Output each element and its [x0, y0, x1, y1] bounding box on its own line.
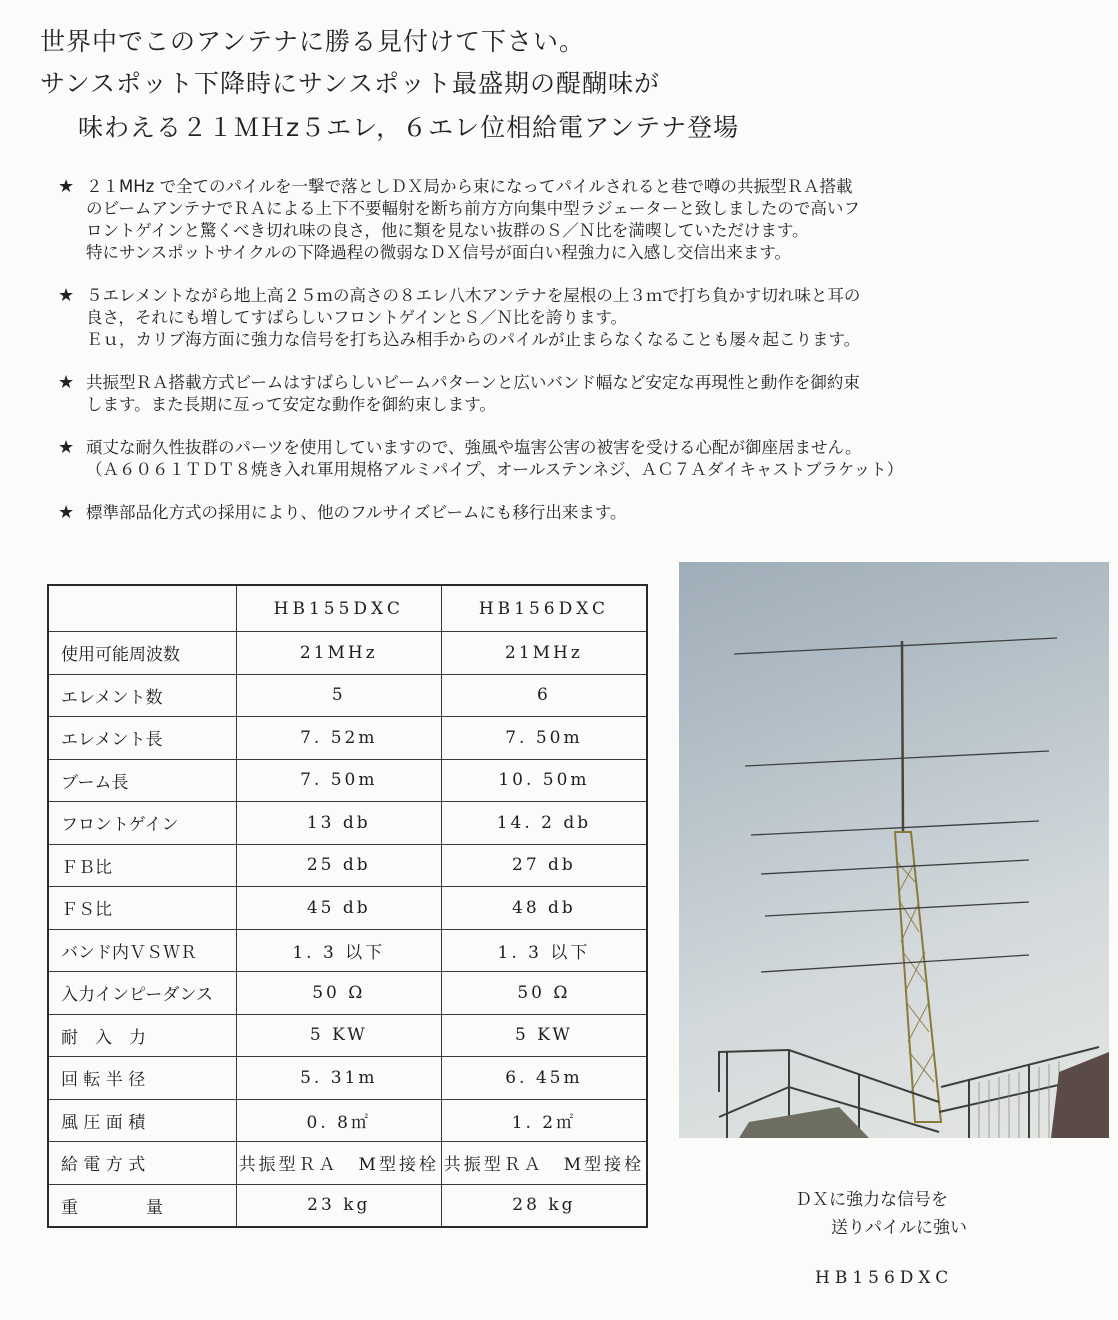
- spec-label: 給 電 方 式: [48, 1142, 236, 1185]
- star-icon: ★: [58, 372, 75, 393]
- spec-value-a: 7. 52m: [236, 717, 441, 760]
- spec-value-a: 13 db: [236, 802, 441, 845]
- feature-item: [58, 372, 1108, 416]
- spec-label: フロントゲイン: [48, 802, 236, 845]
- spec-value-b: 27 db: [441, 844, 647, 887]
- spec-value-a: 23 kg: [236, 1184, 441, 1227]
- spec-value-b: 1. 2㎡: [441, 1099, 647, 1142]
- antenna-illustration: [679, 562, 1109, 1138]
- feature-line: 特にサンスポットサイクルの下降過程の微弱なＤＸ信号が面白い程強力に入感し交信出来ます。: [86, 243, 791, 262]
- feature-item: [58, 502, 1108, 524]
- spec-row: [48, 1184, 647, 1227]
- feature-line: 良さ，それにも増してすばらしいフロントゲインとＳ／Ｎ比を誇ります。: [86, 308, 628, 327]
- spec-label: ＦＳ比: [48, 887, 236, 930]
- headline-3: 味わえる２１ＭＨz５エレ，６エレ位相給電アンテナ登場: [78, 113, 740, 142]
- spec-value-a: 7. 50m: [236, 759, 441, 802]
- spec-value-a: 5. 31m: [236, 1057, 441, 1100]
- caption-line-1: ＤＸに強力な信号を: [795, 1190, 948, 1210]
- spec-row: [48, 1057, 647, 1100]
- feature-line: ２１MHz で全てのパイルを一撃で落としＤＸ局から束になってパイルされると巷で噂の共振型ＲＡ搭載: [86, 177, 853, 196]
- feature-line: 頑丈な耐久性抜群のパーツを使用していますので、強風や塩害公害の被害を受ける心配が御座居ません。: [86, 438, 862, 457]
- star-icon: ★: [58, 176, 75, 197]
- spec-label: エレメント長: [48, 717, 236, 760]
- feature-line: のビームアンテナでＲＡによる上下不要輻射を断ち前方方向集中型ラジェーターと致しましたので高いフ: [86, 199, 860, 218]
- star-icon: ★: [58, 437, 75, 458]
- spec-value-a: 45 db: [236, 887, 441, 930]
- spec-value-b: 5 KW: [441, 1014, 647, 1057]
- spec-value-a: 1. 3 以下: [236, 929, 441, 972]
- star-icon: ★: [58, 285, 75, 306]
- spec-row: [48, 759, 647, 802]
- spec-table-header: [48, 585, 647, 632]
- spec-label: エレメント数: [48, 674, 236, 717]
- photo-caption: [795, 1186, 967, 1242]
- spec-row: [48, 717, 647, 760]
- spec-label: 重 量: [48, 1184, 236, 1227]
- feature-line: Ｅｕ，カリブ海方面に強力な信号を打ち込み相手からのパイルが止まらなくなることも屡々起こります。: [86, 330, 861, 349]
- feature-line: 標準部品化方式の採用により、他のフルサイズビームにも移行出来ます。: [86, 503, 627, 522]
- feature-item: [58, 437, 1108, 481]
- spec-value-b: 48 db: [441, 887, 647, 930]
- spec-table: [47, 584, 648, 1228]
- spec-value-b: 28 kg: [441, 1184, 647, 1227]
- spec-label: ブーム長: [48, 759, 236, 802]
- spec-value-b: 6. 45m: [441, 1057, 647, 1100]
- spec-value-b: 共振型ＲＡ M型接栓: [441, 1142, 647, 1185]
- spec-value-b: 50 Ω: [441, 972, 647, 1015]
- spec-value-a: 共振型ＲＡ M型接栓: [236, 1142, 441, 1185]
- antenna-photo: [679, 562, 1109, 1138]
- spec-row: [48, 802, 647, 845]
- spec-label: 入力インピーダンス: [48, 972, 236, 1015]
- spec-value-a: 25 db: [236, 844, 441, 887]
- spec-value-a: 5 KW: [236, 1014, 441, 1057]
- headline-2: サンスポット下降時にサンスポット最盛期の醍醐味が: [40, 69, 661, 98]
- header-blank: [48, 585, 236, 632]
- feature-line: ５エレメントながら地上高２５ｍの高さの８エレ八木アンテナを屋根の上３ｍで打ち負かす切れ味と耳の: [86, 286, 861, 305]
- spec-value-a: 0. 8㎡: [236, 1099, 441, 1142]
- spec-value-a: 5: [236, 674, 441, 717]
- spec-row: [48, 972, 647, 1015]
- spec-label: 風 圧 面 積: [48, 1099, 236, 1142]
- spec-value-b: 7. 50m: [441, 717, 647, 760]
- spec-row: [48, 1099, 647, 1142]
- spec-row: [48, 929, 647, 972]
- feature-item: [58, 285, 1108, 351]
- spec-label: ＦＢ比: [48, 844, 236, 887]
- spec-row: [48, 632, 647, 675]
- spec-row: [48, 844, 647, 887]
- spec-value-b: 10. 50m: [441, 759, 647, 802]
- caption-model: HB156DXC: [815, 1268, 954, 1288]
- star-icon: ★: [58, 502, 75, 523]
- spec-row: [48, 674, 647, 717]
- feature-line: します。また長期に亙って安定な動作を御約束します。: [86, 395, 496, 414]
- spec-row: [48, 1142, 647, 1185]
- spec-value-b: 21MHz: [441, 632, 647, 675]
- spec-label: 耐 入 力: [48, 1014, 236, 1057]
- spec-value-a: 50 Ω: [236, 972, 441, 1015]
- spec-value-b: 6: [441, 674, 647, 717]
- spec-value-a: 21MHz: [236, 632, 441, 675]
- headline-1: 世界中でこのアンテナに勝る見付けて下さい。: [40, 27, 586, 56]
- spec-row: [48, 1014, 647, 1057]
- caption-line-2: 送りパイルに強い: [831, 1218, 967, 1238]
- header-model-b: HB156DXC: [441, 585, 647, 632]
- feature-item: [58, 176, 1108, 264]
- feature-line: （Ａ６０６１ＴＤＴ８焼き入れ軍用規格アルミパイプ、オールステンネジ、ＡＣ７Ａダイキャストブラケット）: [86, 460, 904, 479]
- spec-label: バンド内ＶＳＷＲ: [48, 929, 236, 972]
- spec-value-b: 1. 3 以下: [441, 929, 647, 972]
- feature-line: ロントゲインと驚くべき切れ味の良さ，他に類を見ない抜群のＳ／Ｎ比を満喫していただけます。: [86, 221, 809, 240]
- spec-row: [48, 887, 647, 930]
- spec-value-b: 14. 2 db: [441, 802, 647, 845]
- spec-label: 使用可能周波数: [48, 632, 236, 675]
- spec-label: 回 転 半 径: [48, 1057, 236, 1100]
- feature-line: 共振型ＲＡ搭載方式ビームはすばらしいビームパターンと広いバンド幅など安定な再現性と動作を御約束: [86, 373, 860, 392]
- header-model-a: HB155DXC: [236, 585, 441, 632]
- feature-list: [58, 176, 1108, 545]
